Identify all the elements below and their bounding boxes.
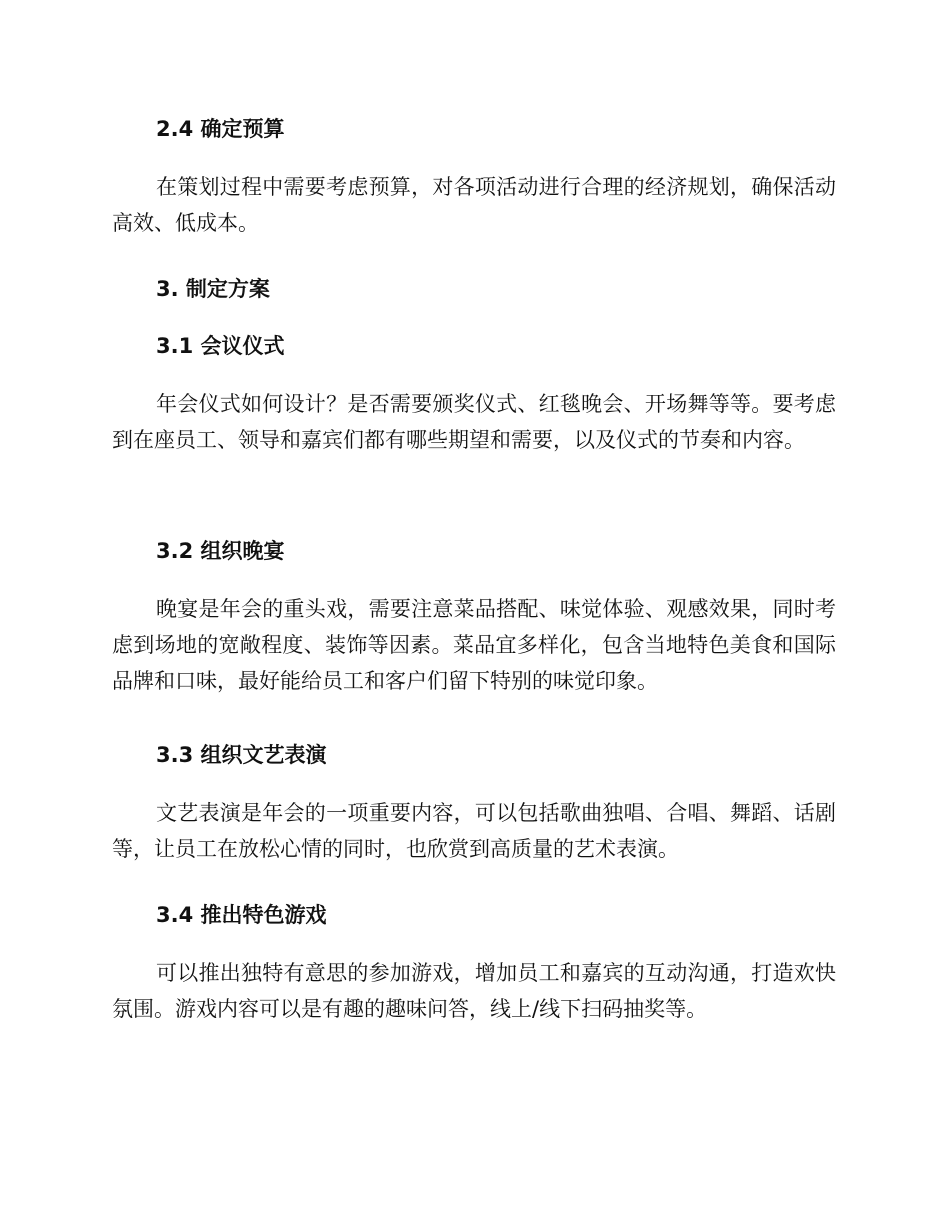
section-heading-3-1: 3.1 会议仪式 bbox=[156, 334, 285, 358]
paragraph-ceremony: 年会仪式如何设计？是否需要颁奖仪式、红毯晚会、开场舞等等。要考虑到在座员工、领导和嘉宾们都有哪些期望和需要，以及仪式的节奏和内容。 bbox=[112, 392, 836, 452]
section-heading-2-4: 2.4 确定预算 bbox=[156, 117, 285, 141]
section-heading-3-2: 3.2 组织晚宴 bbox=[156, 539, 285, 563]
section-heading-3-3: 3.3 组织文艺表演 bbox=[156, 743, 327, 767]
section-heading-3: 3. 制定方案 bbox=[156, 277, 270, 301]
section-heading-3-4: 3.4 推出特色游戏 bbox=[156, 903, 327, 927]
paragraph-games: 可以推出独特有意思的参加游戏，增加员工和嘉宾的互动沟通，打造欢快氛围。游戏内容可以是有趣的趣味问答，线上/线下扫码抽奖等。 bbox=[112, 961, 836, 1021]
paragraph-performance: 文艺表演是年会的一项重要内容，可以包括歌曲独唱、合唱、舞蹈、话剧等，让员工在放松心情的同时，也欣赏到高质量的艺术表演。 bbox=[112, 801, 836, 861]
paragraph-banquet: 晚宴是年会的重头戏，需要注意菜品搭配、味觉体验、观感效果，同时考虑到场地的宽敞程度、装饰等因素。菜品宜多样化，包含当地特色美食和国际品牌和口味，最好能给员工和客户们留下特别的味觉印象。 bbox=[112, 597, 836, 693]
paragraph-budget: 在策划过程中需要考虑预算，对各项活动进行合理的经济规划，确保活动高效、低成本。 bbox=[112, 175, 836, 235]
